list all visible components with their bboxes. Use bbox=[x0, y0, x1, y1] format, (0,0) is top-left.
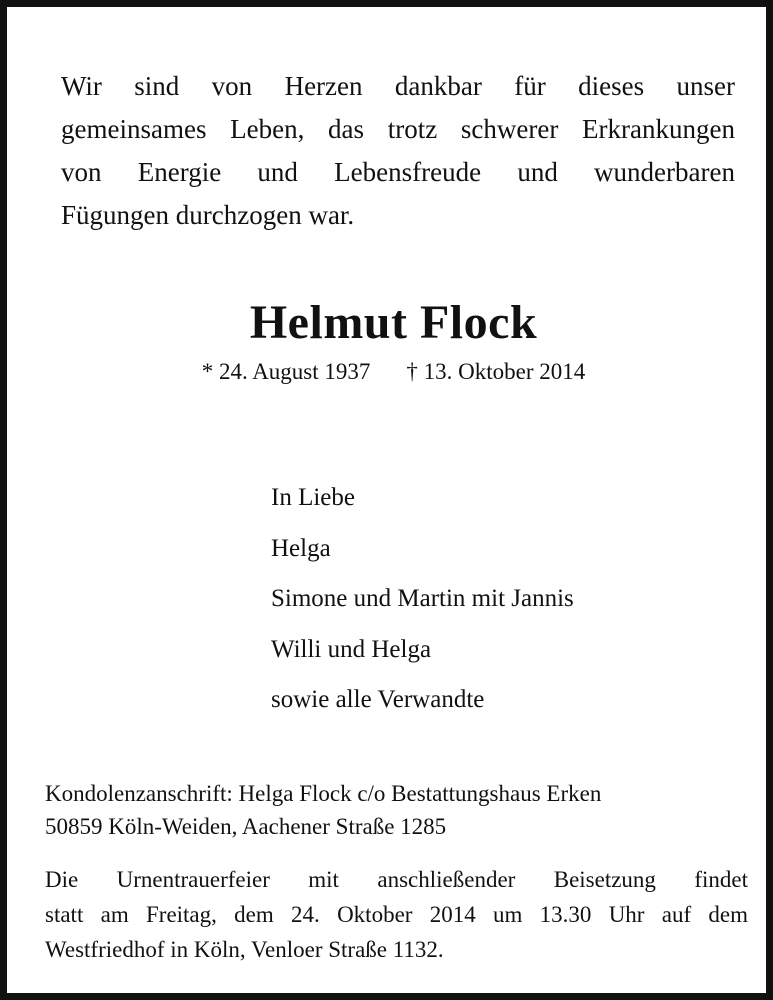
deceased-name: Helmut Flock bbox=[249, 296, 538, 349]
ceremony-line: statt am Freitag, dem 24. Oktober 2014 um 13.30 Uhr auf dem bbox=[45, 902, 748, 927]
mourner-line: Helga bbox=[271, 534, 331, 562]
life-dates bbox=[7, 359, 773, 385]
ceremony-line: Die Urnentrauerfeier mit anschließender Beisetzung findet bbox=[45, 867, 748, 892]
condolence-line: 50859 Köln-Weiden, Aachener Straße 1285 bbox=[45, 814, 447, 839]
condolence-line: Kondolenzanschrift: Helga Flock c/o Bestattungshaus Erken bbox=[45, 781, 602, 806]
mourner-line: In Liebe bbox=[271, 484, 355, 511]
ceremony-info bbox=[45, 862, 748, 967]
death-date: † 13. Oktober 2014 bbox=[406, 359, 586, 384]
mourners-list bbox=[271, 473, 574, 726]
condolence-address bbox=[45, 777, 745, 843]
birth-date: * 24. August 1937 bbox=[201, 359, 371, 384]
intro-line: von Energie und Lebensfreude und wunderbaren bbox=[61, 157, 735, 187]
mourner-line: sowie alle Verwandte bbox=[271, 686, 485, 713]
mourner-line: Simone und Martin mit Jannis bbox=[271, 585, 574, 612]
mourner-line: Willi und Helga bbox=[271, 635, 432, 663]
intro-paragraph bbox=[61, 65, 735, 237]
intro-line: Wir sind von Herzen dankbar für dieses unser bbox=[61, 71, 735, 101]
intro-line: Fügungen durchzogen war. bbox=[61, 200, 355, 230]
intro-line: gemeinsames Leben, das trotz schwerer Erkrankungen bbox=[61, 114, 735, 144]
ceremony-line: Westfriedhof in Köln, Venloer Straße 1132. bbox=[45, 937, 444, 962]
